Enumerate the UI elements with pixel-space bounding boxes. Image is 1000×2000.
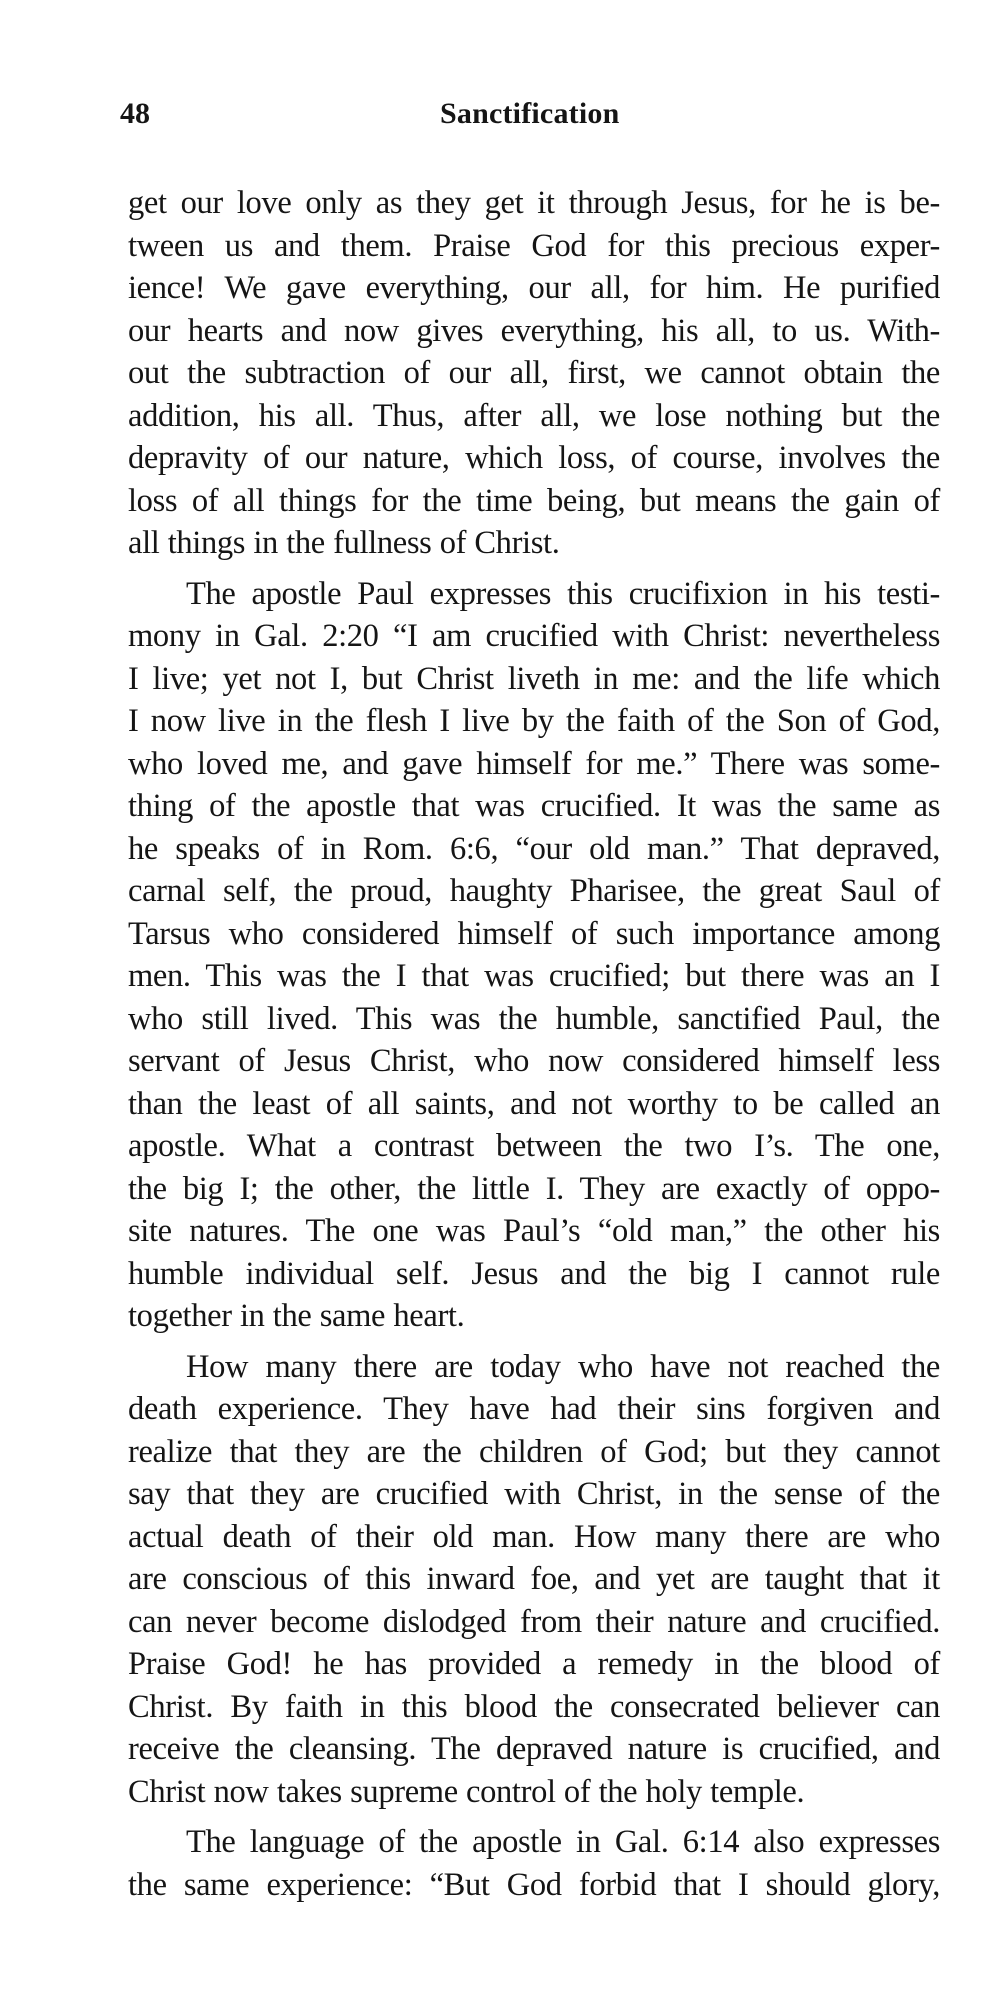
text-line: get our love only as they get it through Jesus, for he is be-	[128, 185, 940, 221]
text-line: together in the same heart.	[128, 1298, 465, 1334]
text-line: out the subtraction of our all, first, we cannot obtain the	[128, 355, 940, 391]
running-title: Sanctification	[440, 97, 620, 130]
paragraph	[128, 1821, 940, 1906]
text-line: who still lived. This was the humble, sanctified Paul, the	[128, 1000, 940, 1037]
text-line: the same experience: “But God forbid that I should glory,	[128, 1866, 940, 1903]
text-line: he speaks of in Rom. 6:6, “our old man.” That depraved,	[128, 830, 940, 867]
text-line: The apostle Paul expresses this crucifixion in his testi-	[186, 575, 940, 612]
text-line: I now live in the flesh I live by the faith of the Son of God,	[128, 703, 940, 739]
text-line: receive the cleansing. The depraved nature is crucified, and	[128, 1731, 940, 1767]
text-line: Tarsus who considered himself of such importance among	[128, 915, 940, 952]
text-line: carnal self, the proud, haughty Pharisee, the great Saul of	[128, 873, 940, 909]
text-line: are conscious of this inward foe, and yet are taught that it	[128, 1561, 940, 1597]
text-line: actual death of their old man. How many there are who	[128, 1518, 940, 1555]
text-line: I live; yet not I, but Christ liveth in me: and the life which	[128, 660, 940, 697]
text-line: Praise God! he has provided a remedy in the blood of	[128, 1646, 940, 1682]
text-line: ience! We gave everything, our all, for him. He purified	[128, 270, 940, 306]
text-line: servant of Jesus Christ, who now considered himself less	[128, 1043, 940, 1079]
text-line: can never become dislodged from their nature and crucified.	[128, 1603, 940, 1640]
text-line: How many there are today who have not reached the	[186, 1348, 940, 1385]
text-line: thing of the apostle that was crucified. It was the same as	[128, 788, 940, 824]
paragraph	[128, 1346, 940, 1814]
text-line: The language of the apostle in Gal. 6:14 also expresses	[186, 1824, 940, 1860]
text-line: humble individual self. Jesus and the big I cannot rule	[128, 1255, 940, 1292]
text-line: realize that they are the children of God; but they cannot	[128, 1433, 940, 1470]
paragraph	[128, 573, 940, 1338]
text-line: the big I; the other, the little I. They are exactly of oppo-	[128, 1170, 940, 1207]
text-line: apostle. What a contrast between the two I’s. The one,	[128, 1128, 940, 1164]
text-line: Christ now takes supreme control of the holy temple.	[128, 1773, 805, 1810]
text-line: than the least of all saints, and not worthy to be called an	[128, 1085, 940, 1122]
text-line: Christ. By faith in this blood the consecrated believer can	[128, 1688, 940, 1725]
text-line: addition, his all. Thus, after all, we lose nothing but the	[128, 397, 940, 434]
text-line: death experience. They have had their sins forgiven and	[128, 1391, 940, 1427]
text-line: mony in Gal. 2:20 “I am crucified with Christ: nevertheless	[128, 618, 940, 654]
text-line: all things in the fullness of Christ.	[128, 525, 560, 561]
text-line: men. This was the I that was crucified; but there was an I	[128, 958, 940, 994]
text-line: site natures. The one was Paul’s “old man,” the other his	[128, 1213, 940, 1249]
body-text	[128, 182, 940, 1906]
text-line: who loved me, and gave himself for me.” There was some-	[128, 745, 940, 782]
text-line: say that they are crucified with Christ, in the sense of the	[128, 1476, 940, 1512]
running-head	[120, 92, 940, 136]
text-line: our hearts and now gives everything, his all, to us. With-	[128, 312, 940, 349]
text-line: tween us and them. Praise God for this precious exper-	[128, 227, 940, 264]
text-line: depravity of our nature, which loss, of course, involves the	[128, 440, 940, 476]
page-number: 48	[120, 97, 150, 130]
paragraph	[128, 182, 940, 565]
text-line: loss of all things for the time being, but means the gain of	[128, 482, 940, 519]
